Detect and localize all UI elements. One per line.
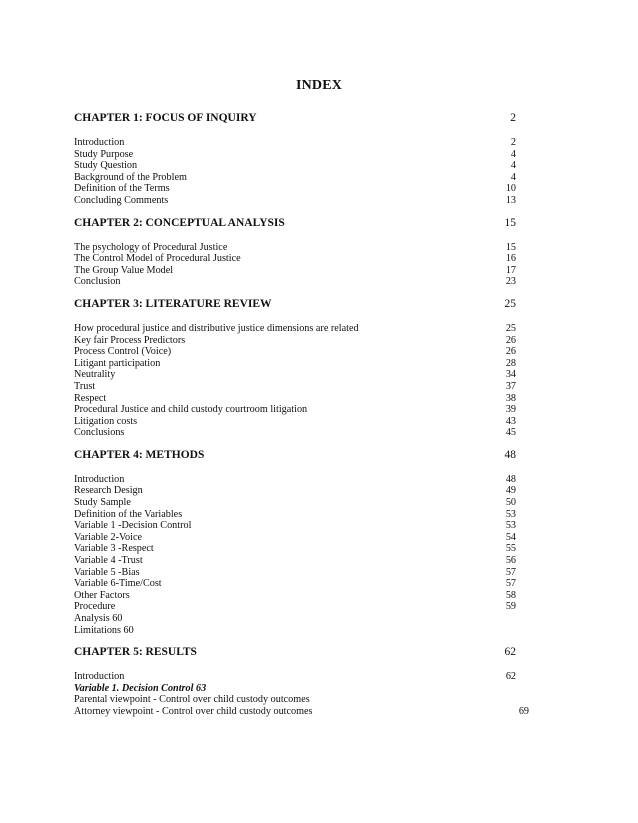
toc-entry-label: Variable 6-Time/Cost	[74, 578, 162, 590]
toc-entry-page-number: 55	[505, 543, 516, 555]
toc-entry	[74, 346, 516, 358]
toc-entry-label: Introduction	[74, 671, 125, 683]
toc-entry	[74, 601, 516, 613]
toc-entry-label: Variable 4 -Trust	[74, 555, 143, 567]
toc-entry-label: Variable 1. Decision Control 63	[74, 682, 207, 694]
chapter-page-number: 15	[504, 216, 516, 229]
toc-entry-page-number: 69	[518, 705, 529, 717]
toc-entry-page-number: 56	[505, 555, 516, 567]
toc-entry-label: Other Factors	[74, 589, 130, 601]
toc-entry-page-number: 38	[505, 392, 516, 404]
toc-entry	[74, 183, 516, 195]
toc-entry-label: Respect	[74, 392, 107, 404]
toc-entry-page-number: 53	[505, 508, 516, 520]
toc-entry-label: Litigant participation	[74, 357, 161, 369]
toc-entry-page-number: 17	[505, 264, 516, 276]
toc-entry-page-number: 34	[505, 369, 516, 381]
toc-entry-label: Procedural Justice and child custody courtroom litigation	[74, 404, 308, 416]
toc-entry	[74, 555, 516, 567]
toc-entry-label: Study Purpose	[74, 148, 134, 160]
chapter-heading	[74, 642, 516, 662]
table-of-contents	[74, 108, 529, 718]
toc-entry-page-number: 26	[505, 334, 516, 346]
toc-entry-page-number: 15	[505, 241, 516, 253]
toc-entry-page-number: 37	[505, 380, 516, 392]
toc-entry	[74, 427, 516, 439]
toc-entry-page-number: 4	[510, 148, 516, 160]
toc-entry	[74, 705, 529, 718]
toc-entry-label: Background of the Problem	[74, 171, 187, 183]
toc-entry-page-number: 25	[505, 322, 516, 334]
toc-entry	[74, 509, 516, 521]
toc-entry	[74, 416, 516, 428]
toc-entry-page-number: 13	[505, 194, 516, 206]
toc-entry	[74, 381, 516, 393]
toc-entry	[74, 485, 516, 497]
toc-entry-page-number: 23	[505, 276, 516, 288]
toc-entry	[74, 590, 516, 602]
toc-entry	[74, 323, 516, 335]
toc-entry-label: Introduction	[74, 473, 125, 485]
chapter-page-number: 2	[510, 112, 516, 124]
toc-entry	[74, 532, 516, 544]
toc-entry-page-number: 49	[505, 485, 516, 497]
toc-entry	[74, 195, 516, 207]
toc-entry-label: Study Sample	[74, 497, 131, 509]
chapter-page-number: 48	[504, 448, 516, 461]
toc-entry	[74, 253, 516, 265]
toc-entry	[74, 694, 516, 706]
chapter-page-number: 62	[504, 646, 516, 659]
toc-entry	[74, 358, 516, 370]
toc-entry-label: Conclusion	[74, 276, 121, 288]
toc-entry-page-number: 58	[505, 589, 516, 601]
toc-entry-label: Analysis 60	[74, 613, 123, 624]
toc-entry	[74, 276, 516, 288]
toc-entry-label: Procedure	[74, 601, 116, 613]
toc-entry-label: Parental viewpoint - Control over child custody outcomes	[74, 694, 310, 706]
toc-entry-page-number: 48	[505, 473, 516, 485]
toc-entry-page-number: 43	[505, 415, 516, 427]
toc-entry-page-number: 4	[510, 171, 516, 183]
toc-entry	[74, 578, 516, 590]
toc-entry-page-number: 10	[505, 183, 516, 195]
toc-entry-label: The psychology of Procedural Justice	[74, 241, 228, 253]
toc-entry	[74, 242, 516, 254]
toc-entry-label: Research Design	[74, 485, 143, 497]
toc-entry	[74, 613, 516, 625]
toc-entry	[74, 160, 516, 172]
toc-entry-label: Variable 5 -Bias	[74, 566, 140, 578]
toc-entry	[74, 625, 516, 637]
toc-entry-page-number: 57	[505, 578, 516, 590]
toc-entry-page-number: 39	[505, 404, 516, 416]
toc-entry	[74, 369, 516, 381]
toc-entry-page-number: 28	[505, 357, 516, 369]
toc-entry-label: Variable 2-Voice	[74, 531, 142, 543]
toc-entry	[74, 172, 516, 184]
toc-entry-label: Process Control (Voice)	[74, 346, 172, 358]
toc-entry-page-number: 16	[505, 253, 516, 265]
toc-entry-page-number: 26	[505, 346, 516, 358]
toc-entry-label: Variable 3 -Respect	[74, 543, 154, 555]
chapter-heading	[74, 294, 516, 314]
toc-entry	[74, 393, 516, 405]
toc-entry-label: Definition of the Variables	[74, 508, 183, 520]
toc-entry-label: Introduction	[74, 137, 125, 148]
toc-entry-page-number: 4	[510, 160, 516, 172]
toc-entry	[74, 543, 516, 555]
toc-entry	[74, 497, 516, 509]
toc-entry	[74, 474, 516, 486]
toc-entry-label: Definition of the Terms	[74, 183, 170, 195]
toc-entry-page-number: 50	[505, 497, 516, 509]
chapter-heading	[74, 213, 516, 233]
toc-entry	[74, 137, 516, 149]
toc-entry-label: Study Question	[74, 160, 138, 172]
chapter-heading	[74, 108, 516, 128]
toc-entry-label: Concluding Comments	[74, 194, 169, 206]
index-title: INDEX	[295, 78, 343, 93]
chapter-title: CHAPTER 5: RESULTS	[74, 646, 197, 659]
toc-entry-label: Conclusions	[74, 427, 125, 439]
toc-entry	[74, 404, 516, 416]
chapter-page-number: 25	[504, 297, 516, 310]
toc-entry-page-number: 57	[505, 566, 516, 578]
toc-entry-label: Limitations 60	[74, 624, 134, 636]
toc-entry-page-number: 45	[505, 427, 516, 439]
toc-entry-label: Neutrality	[74, 369, 116, 381]
toc-entry-label: Key fair Process Predictors	[74, 334, 186, 346]
toc-entry-label: How procedural justice and distributive justice dimensions are related	[74, 322, 359, 334]
toc-entry-label: Trust	[74, 380, 96, 392]
toc-entry-page-number: 53	[505, 520, 516, 532]
toc-entry	[74, 149, 516, 161]
toc-entry	[74, 671, 516, 683]
toc-entry-page-number: 54	[505, 531, 516, 543]
chapter-title: CHAPTER 1: FOCUS OF INQUIRY	[74, 112, 257, 124]
toc-entry-page-number: 2	[510, 137, 516, 148]
toc-entry	[74, 683, 516, 695]
toc-entry	[74, 567, 516, 579]
toc-entry	[74, 520, 516, 532]
toc-entry	[74, 335, 516, 347]
toc-entry-label: Attorney viewpoint - Control over child custody outcomes	[74, 705, 313, 717]
toc-entry-label: The Group Value Model	[74, 264, 174, 276]
toc-entry	[74, 265, 516, 277]
toc-entry-label: The Control Model of Procedural Justice	[74, 253, 241, 265]
chapter-title: CHAPTER 3: LITERATURE REVIEW	[74, 297, 272, 310]
toc-entry-label: Litigation costs	[74, 415, 138, 427]
toc-entry-page-number: 62	[505, 671, 516, 683]
chapter-title: CHAPTER 2: CONCEPTUAL ANALYSIS	[74, 216, 285, 229]
toc-entry-label: Variable 1 -Decision Control	[74, 520, 192, 532]
chapter-title: CHAPTER 4: METHODS	[74, 448, 205, 461]
chapter-heading	[74, 445, 516, 465]
toc-entry-page-number: 59	[505, 601, 516, 613]
